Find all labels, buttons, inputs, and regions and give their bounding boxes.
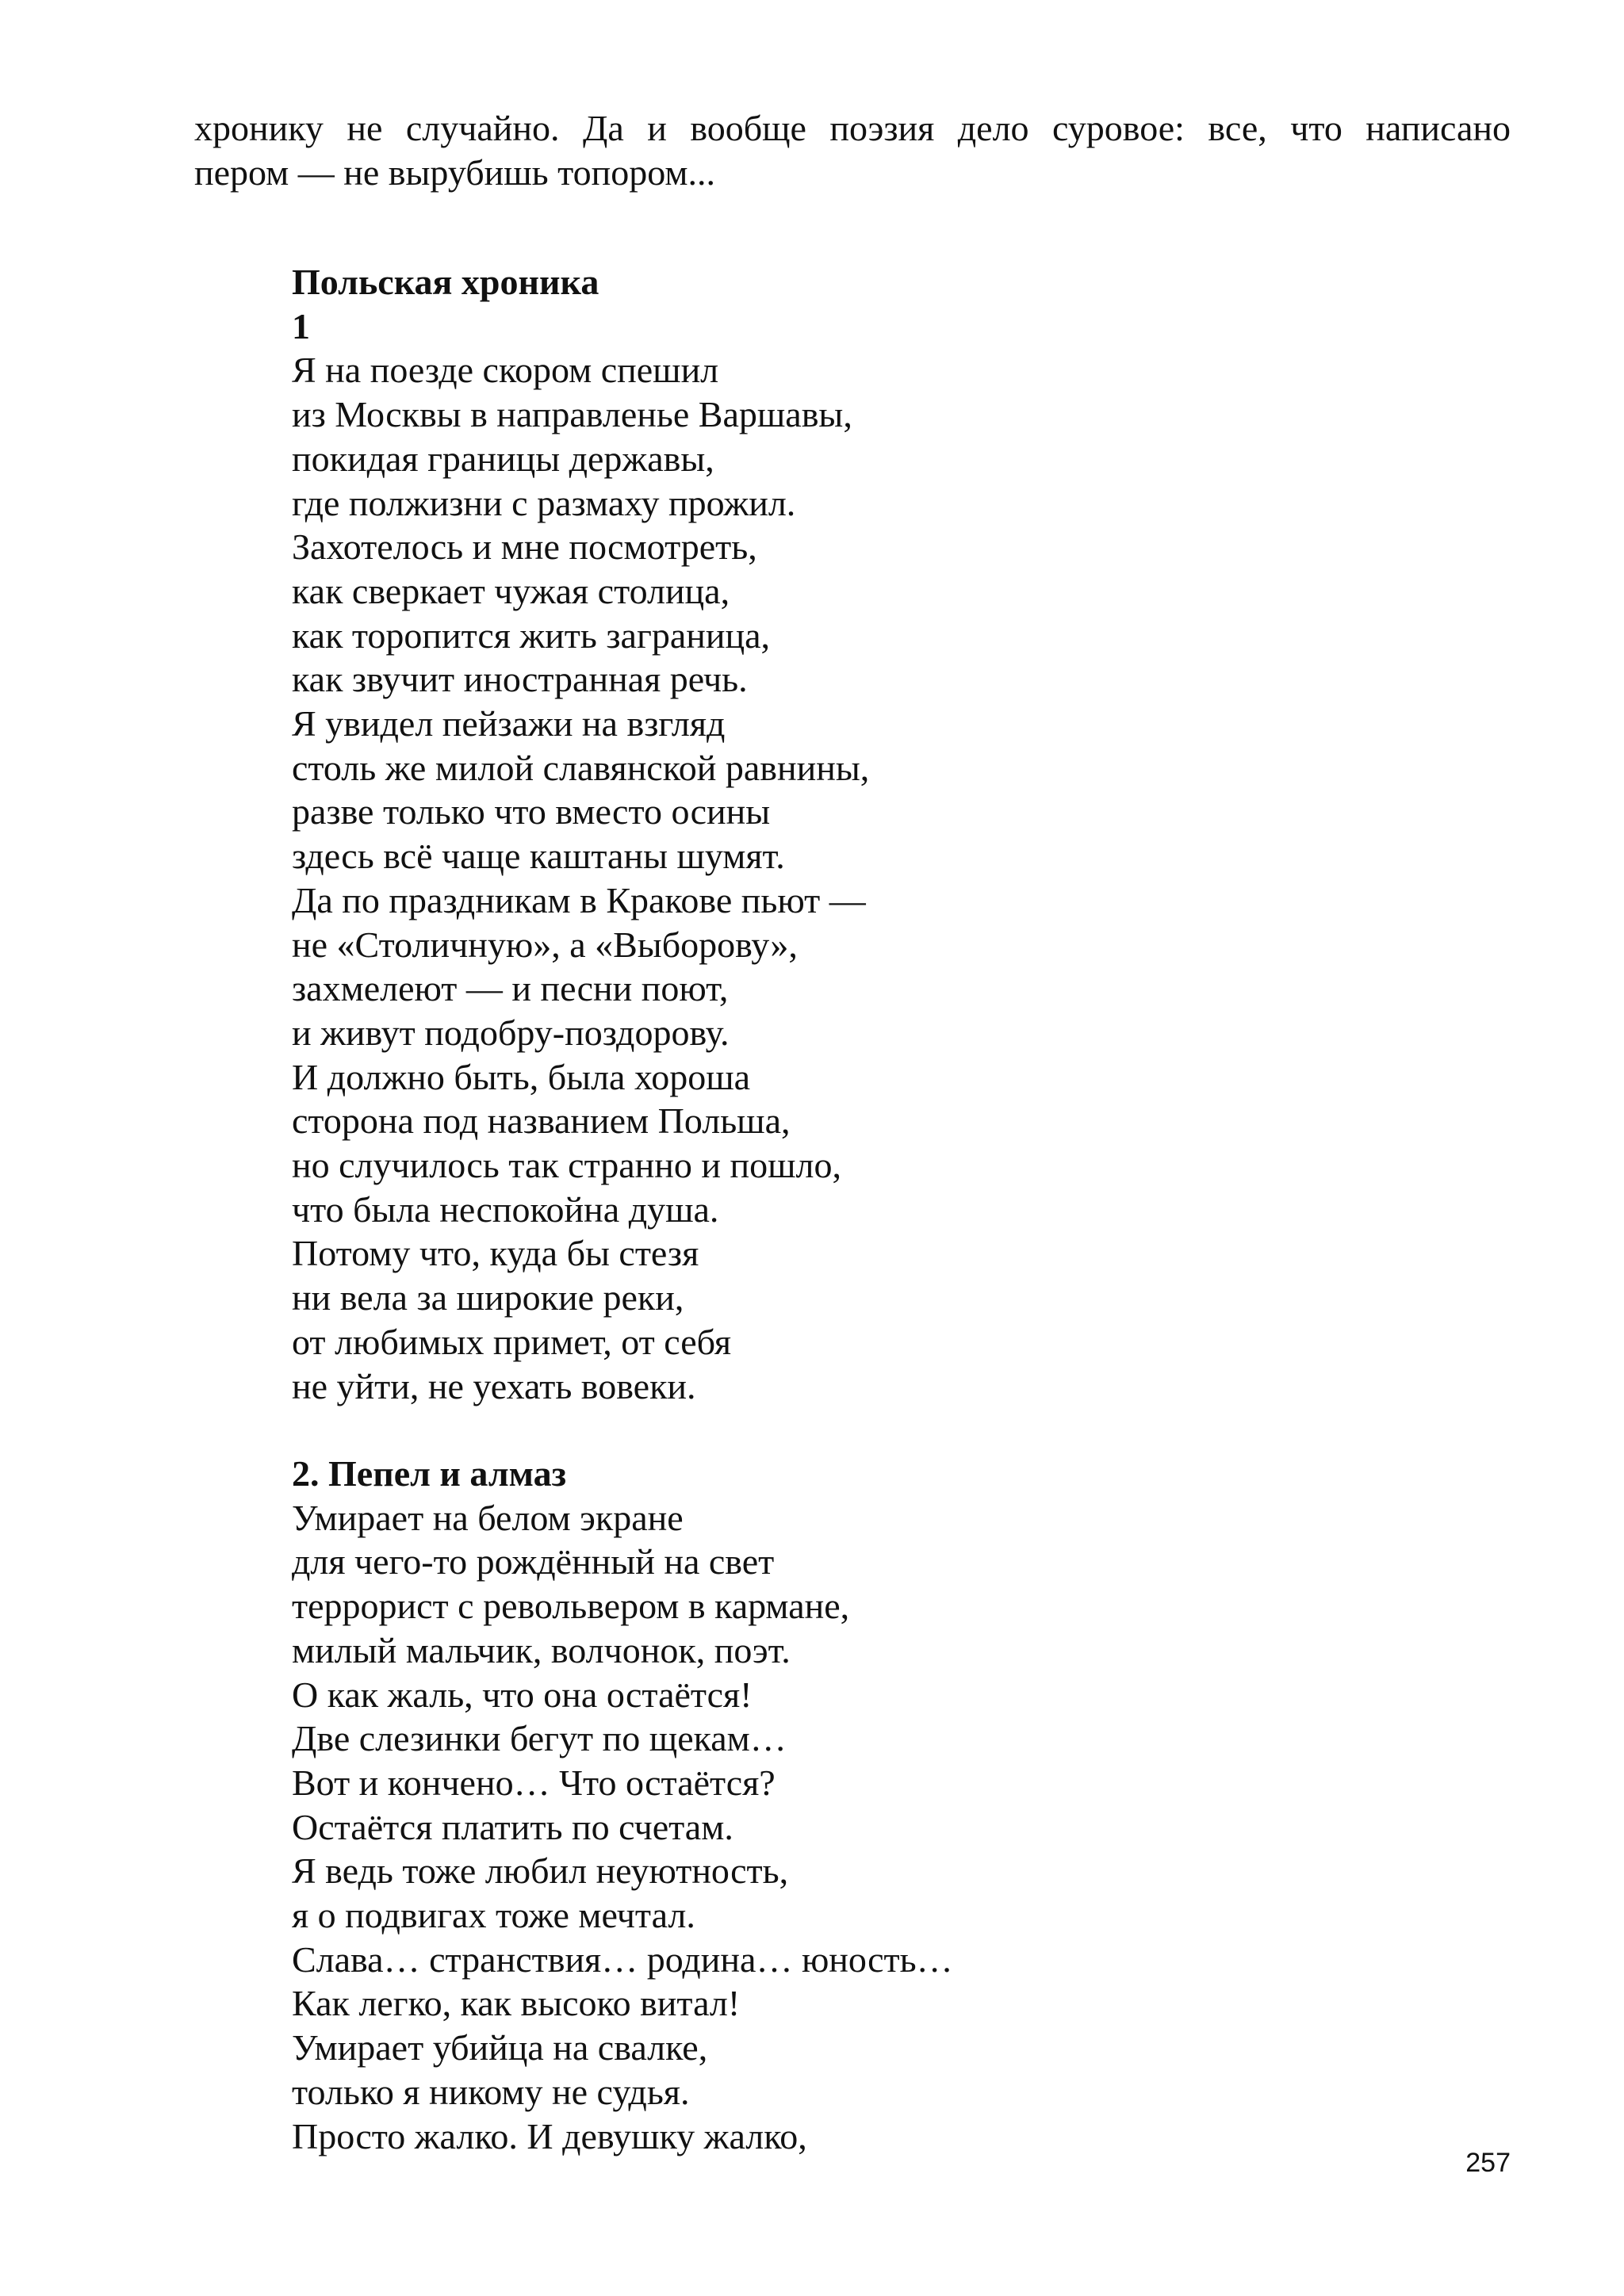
poem-line: не уйти, не уехать вовеки. (292, 1365, 696, 1406)
poem-line: разве только что вместо осины (292, 791, 771, 832)
poem-line: и живут подобру-поздорову. (292, 1012, 730, 1053)
poem-line: Да по праздникам в Кракове пьют — (292, 879, 866, 920)
poem-line: Потому что, куда бы стезя (292, 1233, 699, 1274)
poem-line: только я никому не судья. (292, 2071, 690, 2112)
poem-line: не «Столичную», а «Выборову», (292, 924, 798, 965)
poem-line: Я увидел пейзажи на взгляд (292, 703, 726, 744)
poem-line: как торопится жить заграница, (292, 614, 771, 656)
poem-line: И должно быть, была хороша (292, 1056, 751, 1097)
poem-line: Умирает убийца на свалке, (292, 2027, 708, 2068)
poem-line: Умирает на белом экране (292, 1497, 684, 1538)
poem-line: Вот и кончено… Что остаётся? (292, 1762, 776, 1803)
poem-line: сторона под названием Польша, (292, 1100, 791, 1142)
poem-line: покидая границы державы, (292, 438, 714, 479)
poem-line: милый мальчик, волчонок, поэт. (292, 1629, 791, 1670)
poem-line: из Москвы в направленье Варшавы, (292, 394, 852, 435)
poem-line: здесь всё чаще каштаны шумят. (292, 836, 785, 877)
poem-line: Остаётся платить по счетам. (292, 1806, 733, 1847)
poem-line: Захотелось и мне посмотреть, (292, 526, 757, 568)
poem-line: Слава… странствия… родина… юность… (292, 1938, 953, 1980)
poem-line: я о подвигах тоже мечтал. (292, 1895, 695, 1936)
poem-line: как сверкает чужая столица, (292, 570, 730, 611)
poem-line: Просто жалко. И девушку жалко, (292, 2115, 807, 2156)
poem-line: О как жаль, что она остаётся! (292, 1674, 753, 1715)
poem-line: Как легко, как высоко витал! (292, 1983, 741, 2024)
poem-line: но случилось так странно и пошло, (292, 1145, 842, 1186)
poem-line: что была неспокойна душа. (292, 1188, 719, 1230)
poem-section-1 (292, 260, 1402, 1408)
poem-line: от любимых примет, от себя (292, 1321, 732, 1362)
section-1-heading: 1 (292, 305, 310, 346)
poem-line: ни вела за широкие реки, (292, 1277, 684, 1318)
poem-title: Польская хроника (292, 262, 599, 302)
poem-section-2 (292, 1452, 1402, 2158)
poem-line: как звучит иностранная речь. (292, 659, 748, 700)
poem-line: захмелеют — и песни поют, (292, 968, 729, 1009)
intro-line-2: пером — не вырубишь топором... (194, 152, 715, 193)
poem-line: где полжизни с размаху прожил. (292, 482, 796, 523)
poem-line: столь же милой славянской равнины, (292, 747, 870, 788)
intro-line-1: хронику не случайно. Да и вообще поэзия дело суровое: все, что написано (194, 108, 1511, 148)
poem-line: для чего-то рождённый на свет (292, 1541, 775, 1582)
poem-line: Я ведь тоже любил неуютность, (292, 1850, 789, 1892)
page-number: 257 (1465, 2148, 1511, 2178)
poem-line: Две слезинки бегут по щекам… (292, 1718, 787, 1759)
intro-paragraph (194, 106, 1511, 195)
poem-line: Я на поезде скором спешил (292, 350, 719, 391)
section-2-heading: 2. Пепел и алмаз (292, 1453, 567, 1494)
poem-line: террорист с револьвером в кармане, (292, 1586, 850, 1627)
